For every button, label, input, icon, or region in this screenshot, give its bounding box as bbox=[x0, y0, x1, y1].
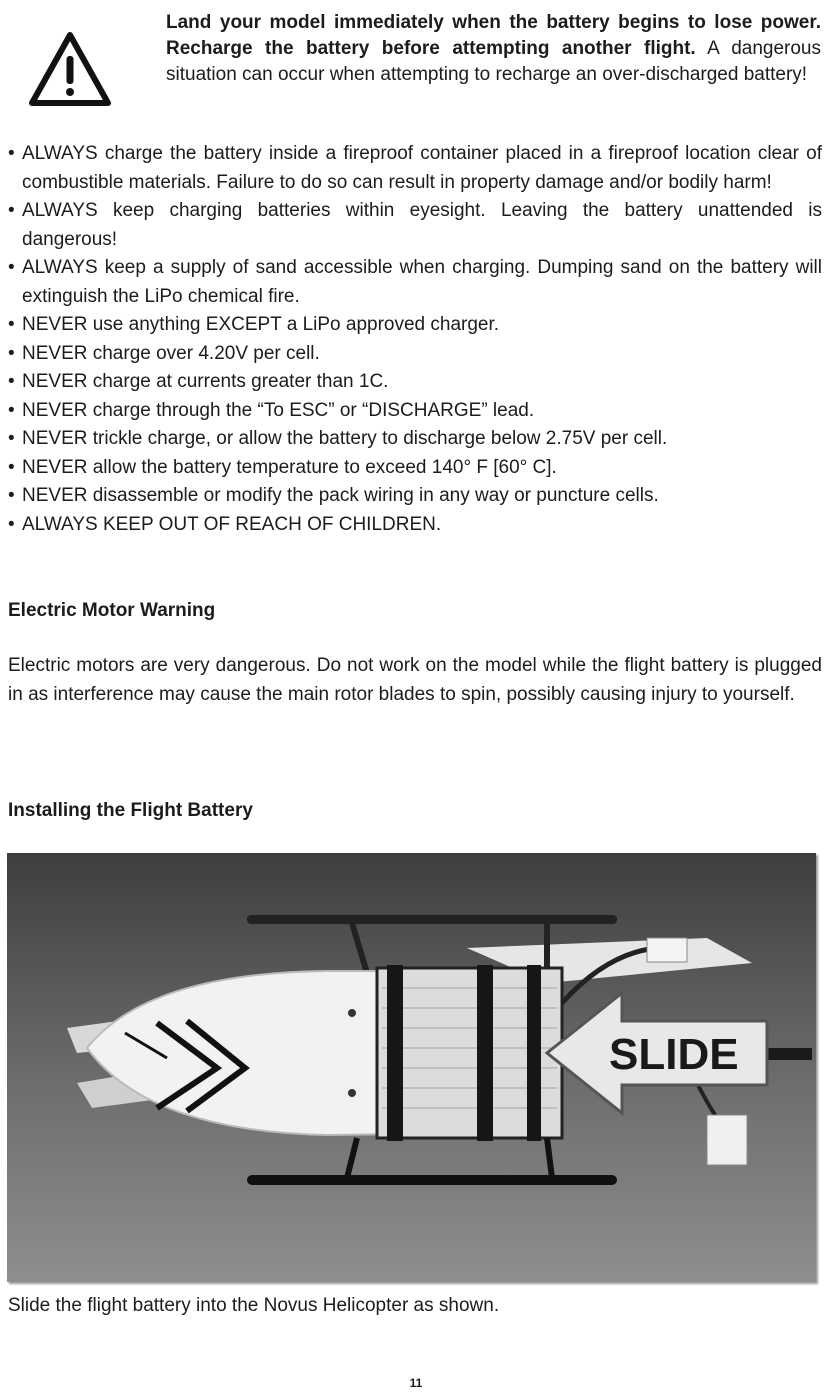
list-item: • NEVER trickle charge, or allow the battery to discharge below 2.75V per cell. bbox=[8, 425, 822, 454]
motor-warning-body: Electric motors are very dangerous. Do not work on the model while the flight battery is plugged in as interference may cause the main rotor blades to spin, possibly causing injury to yourself. bbox=[8, 655, 822, 705]
battery-rules-list bbox=[8, 140, 822, 539]
warning-text bbox=[166, 10, 821, 88]
motor-warning-heading: Electric Motor Warning bbox=[8, 600, 216, 621]
warning-bold-text: Land your model immediately when the battery begins to lose power. Recharge the battery before attempting another flight. bbox=[166, 12, 821, 59]
list-item: • NEVER charge through the “To ESC” or “DISCHARGE” lead. bbox=[8, 397, 822, 426]
list-item: • NEVER allow the battery temperature to exceed 140° F [60° C]. bbox=[8, 454, 822, 483]
list-item: • NEVER charge over 4.20V per cell. bbox=[8, 340, 822, 369]
warning-block bbox=[0, 0, 832, 132]
list-item: • NEVER use anything EXCEPT a LiPo approved charger. bbox=[8, 311, 822, 340]
helicopter-battery-photo bbox=[7, 853, 816, 1282]
list-item: • NEVER disassemble or modify the pack wiring in any way or puncture cells. bbox=[8, 482, 822, 511]
page-number: 11 bbox=[409, 1376, 423, 1390]
list-item: • ALWAYS KEEP OUT OF REACH OF CHILDREN. bbox=[8, 511, 822, 540]
list-item: • ALWAYS charge the battery inside a fireproof container placed in a fireproof location clear of combustible materials. Failure to do so can result in property damage and/or bodily harm! bbox=[8, 140, 822, 197]
battery-install-heading: Installing the Flight Battery bbox=[8, 800, 253, 821]
warning-normal-text: A dangerous situation can occur when attempting to recharge an over-discharged battery! bbox=[166, 38, 821, 85]
helicopter-illustration bbox=[7, 853, 816, 1282]
photo-caption: Slide the flight battery into the Novus Helicopter as shown. bbox=[8, 1295, 500, 1316]
list-item: • NEVER charge at currents greater than 1C. bbox=[8, 368, 822, 397]
list-item: • ALWAYS keep a supply of sand accessible when charging. Dumping sand on the battery will extinguish the LiPo chemical fire. bbox=[8, 254, 822, 311]
warning-triangle-icon bbox=[28, 30, 112, 108]
list-item: • ALWAYS keep charging batteries within eyesight. Leaving the battery unattended is dangerous! bbox=[8, 197, 822, 254]
slide-label: SLIDE bbox=[609, 1030, 739, 1079]
